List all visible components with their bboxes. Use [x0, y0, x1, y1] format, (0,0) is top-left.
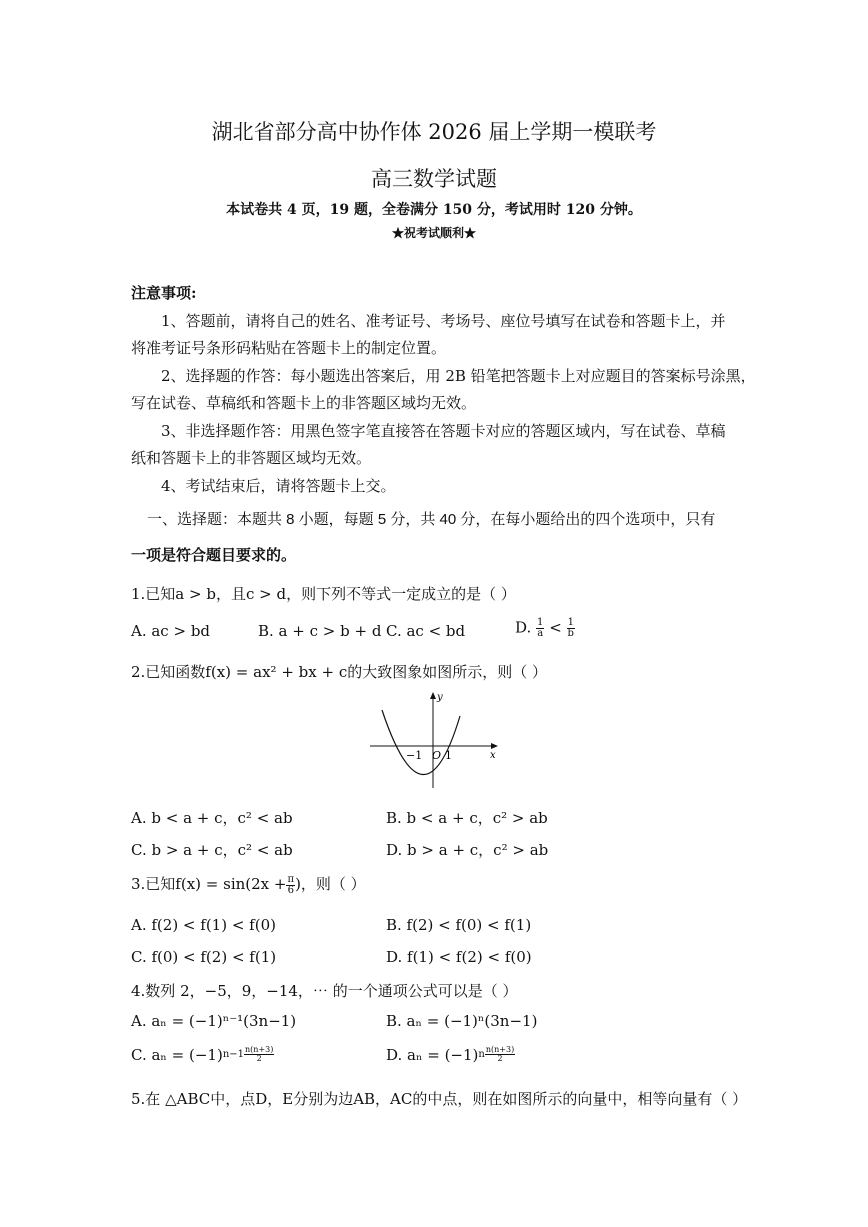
q3-option-b: B. f(2) < f(0) < f(1)	[386, 916, 532, 934]
q3-option-d: D. f(1) < f(2) < f(0)	[386, 948, 532, 966]
q2-option-b: B. b < a + c，c² > ab	[386, 809, 548, 827]
section-heading-line1: 一、选择题：本题共 8 小题，每题 5 分，共 40 分，在每小题给出的四个选项中，只有	[147, 511, 716, 528]
exam-wish: ★祝考试顺利★	[391, 226, 476, 240]
note-line: 纸和答题卡上的非答题区域均无效。	[131, 449, 372, 467]
exam-info: 本试卷共 4 页，19 题，全卷满分 150 分，考试用时 120 分钟。	[226, 202, 642, 218]
question-2-stem: 2.已知函数f(x) = ax² + bx + c的大致图象如图所示，则（ ）	[131, 663, 547, 681]
x-axis-label: x	[490, 750, 496, 761]
tick-label-neg1: −1	[406, 749, 423, 762]
q3-stem-part: 3.已知f(x) = sin(2x +	[131, 875, 287, 893]
q2-option-a: A. b < a + c，c² < ab	[131, 809, 293, 827]
q2-option-d: D. b > a + c，c² > ab	[386, 841, 549, 859]
note-line: 3、非选择题作答：用黑色签字笔直接答在答题卡对应的答题区域内，写在试卷、草稿	[161, 422, 726, 440]
note-line: 1、答题前，请将自己的姓名、准考证号、考场号、座位号填写在试卷和答题卡上，并	[161, 312, 726, 330]
notes-heading: 注意事项:	[131, 284, 197, 302]
note-line: 写在试卷、草稿纸和答题卡上的非答题区域均无效。	[131, 394, 477, 412]
q3-option-a: A. f(2) < f(1) < f(0)	[131, 916, 276, 934]
note-line: 2、选择题的作答：每小题选出答案后，用 2B 铅笔把答题卡上对应题目的答案标号涂黑，	[161, 367, 756, 385]
tick-label-1: 1	[445, 749, 452, 762]
q4-d-part: D. aₙ = (−1)	[386, 1046, 479, 1064]
q4-option-c	[131, 1046, 274, 1064]
less-than: <	[549, 618, 562, 637]
q1-option-c: C. ac < bd	[386, 622, 466, 640]
fraction: $\frac{1}{a}$	[537, 617, 544, 639]
exponent: n n(n+3) 2	[478, 1045, 515, 1063]
fraction: $\frac{\pi}{6}$	[287, 873, 295, 896]
note-line: 将准考证号条形码粘贴在答题卡上的制定位置。	[131, 339, 447, 357]
question-4-stem: 4.数列 2，−5，9，−14，⋯ 的一个通项公式可以是（ ）	[131, 982, 518, 1000]
exam-subtitle: 高三数学试题	[371, 167, 497, 191]
note-line: 4、考试结束后，请将答题卡上交。	[161, 477, 396, 495]
section-heading-line2: 一项是符合题目要求的。	[131, 547, 297, 564]
q4-option-a: A. aₙ = (−1)ⁿ⁻¹(3n−1)	[131, 1012, 297, 1030]
q1-option-d-label: D.	[515, 618, 532, 637]
q4-option-b: B. aₙ = (−1)ⁿ(3n−1)	[386, 1012, 538, 1030]
q1-option-d	[515, 618, 575, 639]
question-3-stem	[131, 873, 366, 896]
exponent: n−1 n(n+3) 2	[222, 1045, 274, 1063]
q2-option-c: C. b > a + c，c² < ab	[131, 841, 293, 859]
origin-label: O	[432, 749, 442, 762]
q3-option-c: C. f(0) < f(2) < f(1)	[131, 948, 277, 966]
y-axis-label: y	[437, 692, 443, 703]
q1-option-b: B. a + c > b + d	[258, 622, 382, 640]
q4-option-d	[386, 1046, 515, 1064]
question-5-stem: 5.在 △ABC中，点D，E分别为边AB，AC的中点，则在如图所示的向量中，相等向量有（ ）	[131, 1090, 748, 1108]
fraction: $\frac{1}{b}$	[567, 617, 574, 639]
question-1-stem: 1.已知a > b，且c > d，则下列不等式一定成立的是（ ）	[131, 585, 516, 603]
q3-stem-part: )，则（ ）	[295, 875, 366, 893]
parabola-graph	[366, 688, 502, 792]
exam-title: 湖北省部分高中协作体 2026 届上学期一模联考	[211, 120, 657, 144]
q1-option-a: A. ac > bd	[131, 622, 211, 640]
q4-c-part: C. aₙ = (−1)	[131, 1046, 223, 1064]
